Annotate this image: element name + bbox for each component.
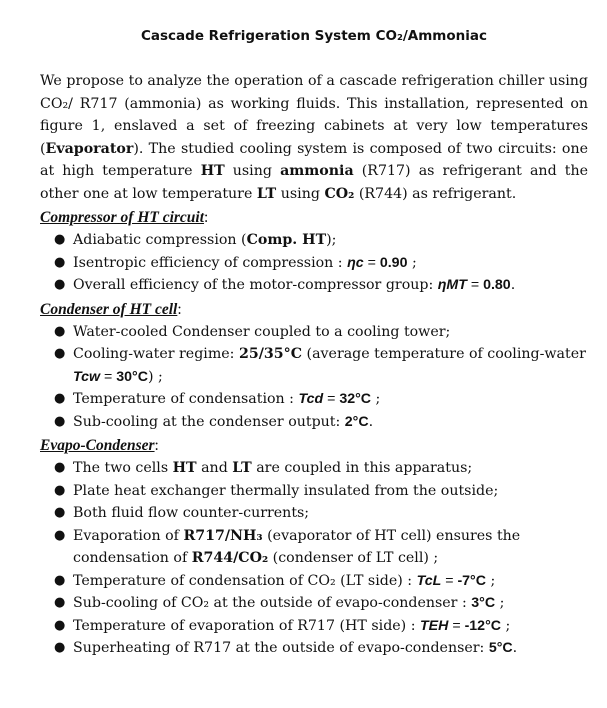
document-title: Cascade Refrigeration System CO₂/Ammoniac xyxy=(140,28,488,44)
evapo-condenser-list xyxy=(40,457,588,660)
section-heading-compressor: Compressor of HT circuit: xyxy=(40,209,209,226)
intro-bold-co2: CO₂ xyxy=(324,185,355,202)
list-item: ● Both fluid flow counter-currents; xyxy=(40,502,588,525)
symbol: Tcw xyxy=(73,368,101,385)
intro-paragraph xyxy=(40,70,588,205)
bullet-icon: ● xyxy=(54,482,66,498)
symbol: ηc xyxy=(347,254,364,271)
list-item: ● Superheating of R717 at the outside of evapo-condenser: 5°C. xyxy=(40,637,588,660)
value: -12°C xyxy=(464,617,501,634)
bullet-icon: ● xyxy=(54,617,66,633)
bullet-icon: ● xyxy=(54,277,66,292)
section-heading-condenser: Condenser of HT cell: xyxy=(40,300,182,318)
bullet-icon: ● xyxy=(54,391,66,406)
value: -7°C xyxy=(457,572,486,589)
compressor-list xyxy=(40,229,588,297)
section-heading-evapo-condenser: Evapo-Condenser: xyxy=(40,437,159,454)
symbol: TcL xyxy=(416,572,442,589)
intro-bold-ht: HT xyxy=(200,163,225,179)
bullet-icon: ● xyxy=(54,413,66,429)
bullet-icon: ● xyxy=(54,460,66,475)
list-item: ● Cooling-water regime: 25/35°C (average temperature of cooling-water Tcw = 30°C) ; xyxy=(40,343,588,388)
bullet-icon: ● xyxy=(54,346,66,361)
list-item: ● Sub-cooling of CO₂ at the outside of evapo-condenser : 3°C ; xyxy=(40,592,588,615)
intro-text: using xyxy=(276,185,325,202)
value: 2°C xyxy=(344,413,369,430)
symbol: TEH xyxy=(420,617,449,634)
intro-text: We propose to analyze the operation of a cascade refrigeration chiller using CO₂/ R717 (ammonia) as working fluids. This installation, represented on figure 1, enslaved a set of freezing cabinets at very low temperatures ( xyxy=(40,73,588,157)
value: 0.90 xyxy=(379,254,408,271)
bullet-icon: ● xyxy=(54,323,66,339)
bullet-icon: ● xyxy=(54,572,66,588)
bullet-icon: ● xyxy=(54,527,66,543)
list-item: ● The two cells HT and LT are coupled in this apparatus; xyxy=(40,457,588,480)
list-item: ● Plate heat exchanger thermally insulated from the outside; xyxy=(40,480,588,503)
condenser-list xyxy=(40,321,588,434)
list-item: ● Temperature of condensation : Tcd = 32°C ; xyxy=(40,388,588,411)
bullet-icon: ● xyxy=(54,595,66,610)
list-item: ● Evaporation of R717/NH₃ (evaporator of HT cell) ensures the condensation of R744/CO₂ (condenser of LT cell) ; xyxy=(40,525,588,570)
intro-text: (R744) as refrigerant. xyxy=(354,185,517,202)
list-item: ● Water-cooled Condenser coupled to a cooling tower; xyxy=(40,321,588,344)
list-item: ● Sub-cooling at the condenser output: 2°C. xyxy=(40,411,588,434)
list-item: ● Overall efficiency of the motor-compressor group: ηMT = 0.80. xyxy=(40,274,588,297)
value: 0.80 xyxy=(483,277,511,293)
value: 3°C xyxy=(471,595,496,611)
intro-bold-ammonia: ammonia xyxy=(280,163,354,179)
intro-text: using xyxy=(224,163,281,179)
value: 5°C xyxy=(488,640,513,656)
bullet-icon: ● xyxy=(54,232,66,247)
value: 32°C xyxy=(339,391,372,407)
bullet-icon: ● xyxy=(54,640,66,655)
value: 30°C xyxy=(116,368,148,385)
list-item: ● Temperature of evaporation of R717 (HT side) : TEH = -12°C ; xyxy=(40,615,588,638)
list-item: ● Adiabatic compression (Comp. HT); xyxy=(40,229,588,252)
intro-text: (R717) as refrigerant and the other one at low temperature xyxy=(40,163,588,202)
symbol: ηMT xyxy=(437,277,467,293)
list-item: ● Temperature of condensation of CO₂ (LT side) : TcL = -7°C ; xyxy=(40,570,588,593)
bullet-icon: ● xyxy=(54,254,66,270)
bullet-icon: ● xyxy=(54,505,66,520)
intro-bold-lt: LT xyxy=(256,185,277,202)
document-page xyxy=(40,28,588,662)
symbol: Tcd xyxy=(298,391,324,407)
list-item: ● Isentropic efficiency of compression : ηc = 0.90 ; xyxy=(40,252,588,275)
intro-bold-evaporator: Evaporator xyxy=(45,140,134,157)
intro-text: ). The studied cooling system is composed of two circuits: one at high temperature xyxy=(40,140,588,179)
